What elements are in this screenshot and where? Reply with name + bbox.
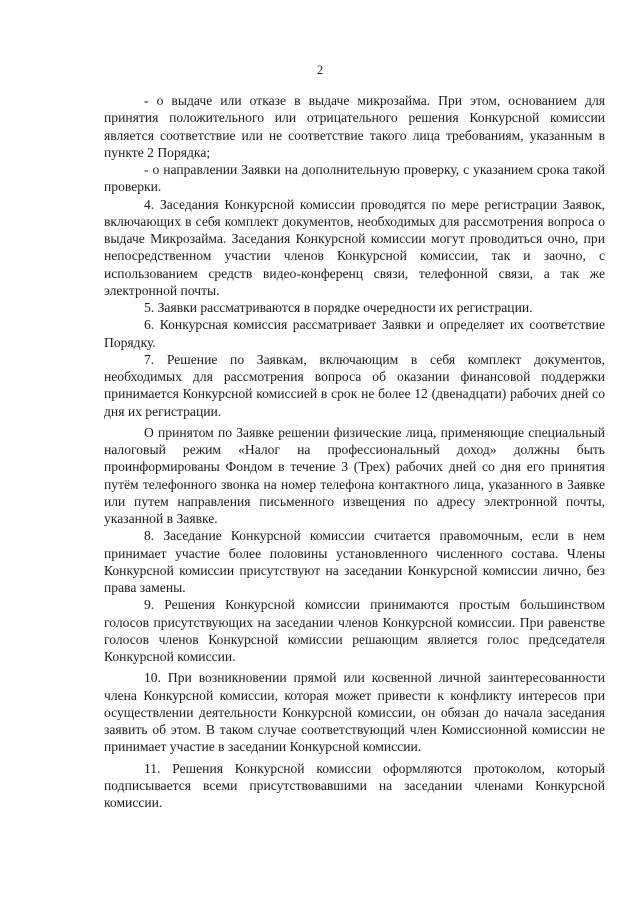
paragraph-item-5: 5. Заявки рассматриваются в порядке очередности их регистрации. — [144, 300, 533, 315]
paragraph-item-4: 4. Заседания Конкурсной комиссии проводятся по мере регистрации Заявок, включающих в себя комплект документов, необходимых для рассмотрения вопроса о выдаче Микрозайма. Заседания Конкурсной комиссии могут проводиться очно, при непосредственном участии членов Конкурсной комиссии, так и заочно, с использованием средств видео-конференц связи, телефонной связи, а так же электронной почты. — [104, 196, 605, 298]
paragraph-decision-microloan: - о выдаче или отказе в выдаче микрозайма. При этом, основанием для принятия положительного или отрицательного решения Конкурсной комиссии является соответствие или не соответствие такого лица требованиям, указанным в пункте 2 Порядка; — [104, 93, 605, 160]
paragraph-item-8: 8. Заседание Конкурсной комиссии считается правомочным, если в нем принимает участие более половины установленного численного состава. Члены Конкурсной комиссии присутствуют на заседании Конкурсной комиссии лично, без права замены. — [104, 528, 605, 595]
paragraph-item-7: 7. Решение по Заявкам, включающим в себя комплект документов, необходимых для рассмотрения вопроса об оказании финансовой поддержки принимается Конкурсной комиссией в срок не более 12 (двенадцати) рабочих дней со дня их регистрации. — [104, 351, 605, 419]
paragraph-notification: О принятом по Заявке решении физические лица, применяющие специальный налоговый режим «Налог на профессиональный доход» должны быть проинформированы Фондом в течение 3 (Трех) рабочих дней со дня его принятия путём телефонного звонка на номер телефона контактного лица, указанного в Заявке или путем направления письменного извещения по адресу электронной почты, указанной в Заявке. — [104, 424, 605, 526]
paragraph-item-11: 11. Решения Конкурсной комиссии оформляются протоколом, который подписывается всеми присутствовавшими на заседании членами Конкурсной комиссии. — [104, 760, 605, 810]
paragraph-item-10: 10. При возникновении прямой или косвенной личной заинтересованности члена Конкурсной комиссии, которая может привести к конфликту интересов при осуществлении деятельности Конкурсной комиссии, он обязан до начала заседания заявить об этом. В таком случае соответствующий член Комиссионной комиссии не принимает участие в заседании Конкурсной комиссии. — [104, 670, 605, 755]
page-number: 2 — [316, 63, 324, 77]
document-body — [104, 92, 605, 811]
paragraph-additional-check: - о направлении Заявки на дополнительную проверку, с указанием срока такой проверки. — [104, 162, 605, 195]
paragraph-item-6: 6. Конкурсная комиссия рассматривает Заявки и определяет их соответствие Порядку. — [104, 317, 605, 350]
paragraph-item-9: 9. Решения Конкурсной комиссии принимаются простым большинством голосов присутствующих на заседании членов Конкурсной комиссии. При равенстве голосов членов Конкурсной комиссии решающим является голос председателя Конкурсной комиссии. — [104, 597, 605, 664]
